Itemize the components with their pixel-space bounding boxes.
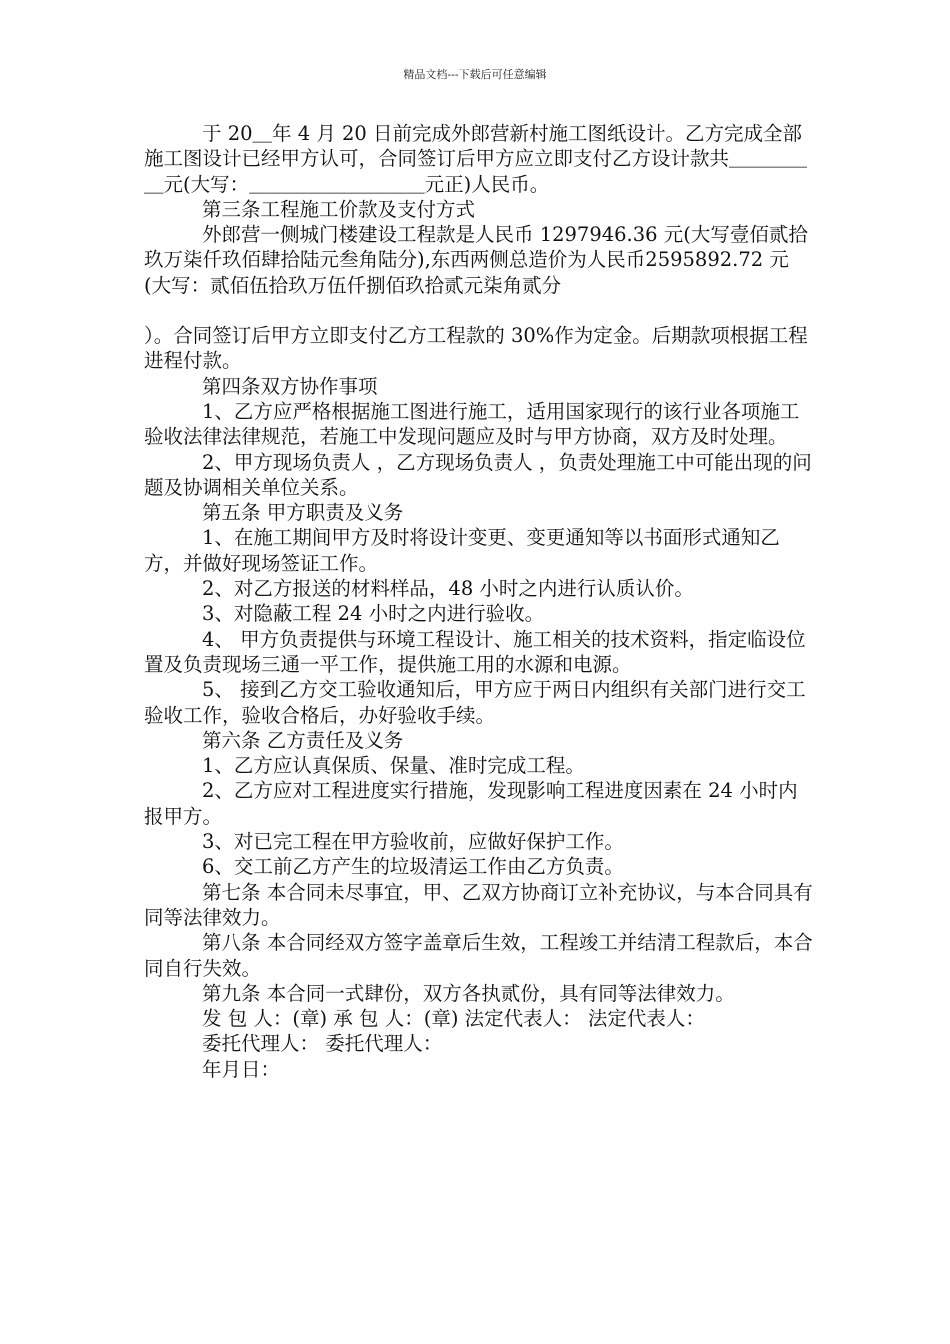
paragraph-design-payment: 于 20＿年 4 月 20 日前完成外郎营新村施工图纸设计。乙方完成全部施工图设计已经甲方认可，合同签订后甲方应立即支付乙方设计款共＿＿＿＿＿元(大写：＿＿＿＿＿＿＿＿＿元正)人民币。 [144, 122, 808, 196]
clause-6-2: 2、乙方应对工程进度实行措施，发现影响工程进度因素在 24 小时内报甲方。 [144, 779, 798, 828]
clause-6-6: 6、交工前乙方产生的垃圾清运工作由乙方负责。 [202, 855, 624, 879]
signature-date-line: 年月日： [202, 1057, 281, 1081]
clause-5-1: 1、在施工期间甲方及时将设计变更、变更通知等以书面形式通知乙方，并做好现场签证工作。 [144, 526, 780, 575]
heading-article-6: 第六条 乙方责任及义务 [202, 728, 404, 752]
signature-agents-line: 委托代理人： 委托代理人： [202, 1032, 443, 1056]
article-9: 第九条 本合同一式肆份，双方各执贰份，具有同等法律效力。 [202, 981, 735, 1005]
clause-6-3: 3、对已完工程在甲方验收前，应做好保护工作。 [202, 830, 624, 854]
heading-article-4: 第四条双方协作事项 [202, 374, 378, 398]
article-7: 第七条 本合同未尽事宜，甲、乙双方协商订立补充协议，与本合同具有同等法律效力。 [144, 880, 813, 929]
signature-parties-line: 发 包 人：(章) 承 包 人：(章) 法定代表人： 法定代表人： [202, 1007, 705, 1031]
clause-4-1: 1、乙方应严格根据施工图进行施工，适用国家现行的该行业各项施工验收法律法律规范，若施工中发现问题应及时与甲方协商，双方及时处理。 [144, 399, 800, 449]
paragraph-deposit-terms: ）。合同签订后甲方立即支付乙方工程款的 30%作为定金。后期款项根据工程进程付款。 [144, 324, 808, 373]
clause-6-1: 1、乙方应认真保质、保量、准时完成工程。 [202, 754, 585, 778]
document-body [144, 121, 814, 1082]
page-header: 精品文档---下载后可任意编辑 [403, 68, 547, 81]
clause-5-3: 3、对隐蔽工程 24 小时之内进行验收。 [202, 602, 545, 626]
heading-article-5: 第五条 甲方职责及义务 [202, 501, 404, 525]
heading-article-3: 第三条工程施工价款及支付方式 [202, 197, 476, 221]
clause-5-5: 5、 接到乙方交工验收通知后，甲方应于两日内组织有关部门进行交工验收工作，验收合格后，办好验收手续。 [144, 678, 806, 727]
paragraph-construction-price: 外郎营一侧城门楼建设工程款是人民币 1297946.36 元(大写壹佰贰拾玖万柒仟玖佰肆拾陆元叁角陆分),东西两侧总造价为人民币2595892.72 元(大写：贰佰伍拾玖万伍仟捌佰玖拾贰元柒角贰分 [144, 223, 808, 297]
clause-5-2: 2、对乙方报送的材料样品，48 小时之内进行认质认价。 [202, 577, 694, 601]
clause-5-4: 4、 甲方负责提供与环境工程设计、施工相关的技术资料，指定临设位置及负责现场三通一平工作，提供施工用的水源和电源。 [144, 627, 806, 676]
article-8: 第八条 本合同经双方签字盖章后生效，工程竣工并结清工程款后，本合同自行失效。 [144, 931, 813, 980]
paragraph-gap [144, 298, 814, 323]
clause-4-2: 2、甲方现场负责人 ，乙方现场负责人 ，负责处理施工中可能出现的问题及协调相关单位关系。 [144, 450, 812, 499]
